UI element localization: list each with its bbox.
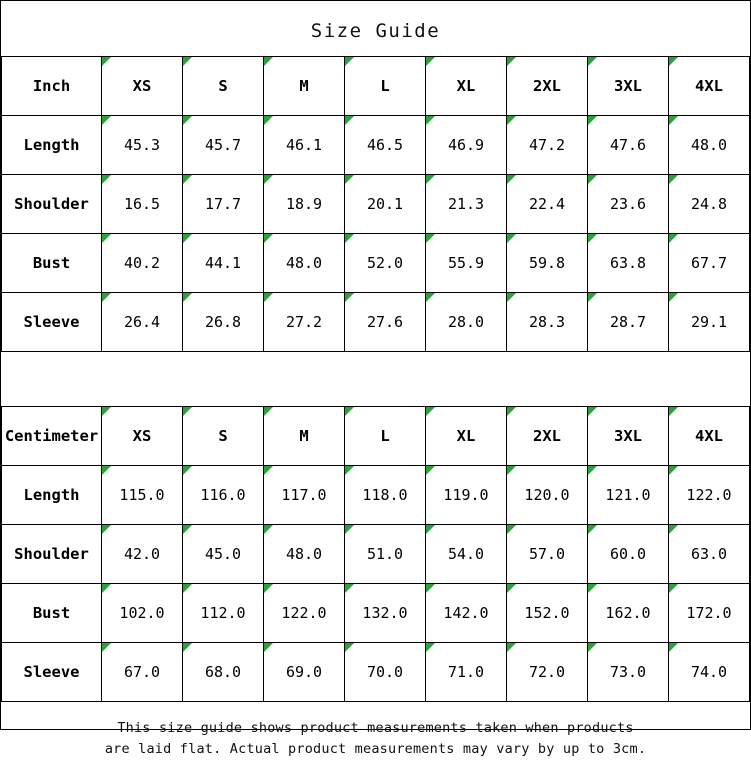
cell-inch-length-xl: 46.9 xyxy=(426,116,507,175)
table-header-row xyxy=(2,407,750,466)
cell-cm-bust-4xl: 172.0 xyxy=(669,584,750,643)
unit-label-centimeter: Centimeter xyxy=(2,407,102,466)
column-header-cm-xs: XS xyxy=(102,407,183,466)
cell-inch-sleeve-m: 27.2 xyxy=(264,293,345,352)
cell-cm-bust-xs: 102.0 xyxy=(102,584,183,643)
cell-cm-bust-3xl: 162.0 xyxy=(588,584,669,643)
cell-cm-shoulder-m: 48.0 xyxy=(264,525,345,584)
cell-inch-shoulder-l: 20.1 xyxy=(345,175,426,234)
cell-inch-sleeve-xl: 28.0 xyxy=(426,293,507,352)
footer-note xyxy=(1,702,750,760)
column-header-3xl: 3XL xyxy=(588,57,669,116)
cell-cm-length-xs: 115.0 xyxy=(102,466,183,525)
cell-cm-shoulder-2xl: 57.0 xyxy=(507,525,588,584)
row-label-cm-length: Length xyxy=(2,466,102,525)
cell-cm-length-s: 116.0 xyxy=(183,466,264,525)
row-label-bust: Bust xyxy=(2,234,102,293)
cell-cm-bust-s: 112.0 xyxy=(183,584,264,643)
cell-cm-length-3xl: 121.0 xyxy=(588,466,669,525)
cell-cm-sleeve-s: 68.0 xyxy=(183,643,264,702)
row-label-length: Length xyxy=(2,116,102,175)
cell-cm-sleeve-2xl: 72.0 xyxy=(507,643,588,702)
cell-cm-shoulder-xs: 42.0 xyxy=(102,525,183,584)
column-header-cm-xl: XL xyxy=(426,407,507,466)
cell-inch-length-2xl: 47.2 xyxy=(507,116,588,175)
cell-inch-shoulder-2xl: 22.4 xyxy=(507,175,588,234)
cell-inch-length-m: 46.1 xyxy=(264,116,345,175)
cell-inch-sleeve-4xl: 29.1 xyxy=(669,293,750,352)
cell-inch-bust-l: 52.0 xyxy=(345,234,426,293)
table-row xyxy=(2,175,750,234)
cell-cm-length-m: 117.0 xyxy=(264,466,345,525)
column-header-cm-l: L xyxy=(345,407,426,466)
cell-inch-sleeve-xs: 26.4 xyxy=(102,293,183,352)
cell-cm-shoulder-4xl: 63.0 xyxy=(669,525,750,584)
cell-cm-length-xl: 119.0 xyxy=(426,466,507,525)
column-header-xs: XS xyxy=(102,57,183,116)
cell-cm-sleeve-3xl: 73.0 xyxy=(588,643,669,702)
column-header-cm-3xl: 3XL xyxy=(588,407,669,466)
column-header-2xl: 2XL xyxy=(507,57,588,116)
inch-size-table xyxy=(1,56,750,352)
cell-cm-sleeve-xs: 67.0 xyxy=(102,643,183,702)
column-header-l: L xyxy=(345,57,426,116)
row-label-cm-bust: Bust xyxy=(2,584,102,643)
cell-inch-bust-xs: 40.2 xyxy=(102,234,183,293)
cell-cm-shoulder-3xl: 60.0 xyxy=(588,525,669,584)
cell-inch-length-4xl: 48.0 xyxy=(669,116,750,175)
table-row xyxy=(2,643,750,702)
column-header-4xl: 4XL xyxy=(669,57,750,116)
cell-inch-sleeve-s: 26.8 xyxy=(183,293,264,352)
cell-cm-bust-l: 132.0 xyxy=(345,584,426,643)
column-header-cm-2xl: 2XL xyxy=(507,407,588,466)
cell-cm-length-l: 118.0 xyxy=(345,466,426,525)
table-row xyxy=(2,466,750,525)
cell-cm-length-4xl: 122.0 xyxy=(669,466,750,525)
table-row xyxy=(2,116,750,175)
cell-inch-sleeve-2xl: 28.3 xyxy=(507,293,588,352)
cell-inch-bust-m: 48.0 xyxy=(264,234,345,293)
table-header-row xyxy=(2,57,750,116)
table-row xyxy=(2,293,750,352)
cell-inch-shoulder-3xl: 23.6 xyxy=(588,175,669,234)
cell-inch-shoulder-m: 18.9 xyxy=(264,175,345,234)
cell-cm-shoulder-xl: 54.0 xyxy=(426,525,507,584)
cell-inch-length-l: 46.5 xyxy=(345,116,426,175)
cell-inch-shoulder-s: 17.7 xyxy=(183,175,264,234)
column-header-cm-s: S xyxy=(183,407,264,466)
cell-inch-length-s: 45.7 xyxy=(183,116,264,175)
cell-inch-bust-4xl: 67.7 xyxy=(669,234,750,293)
column-header-m: M xyxy=(264,57,345,116)
footer-line-2: are laid flat. Actual product measurements may vary by up to 3cm. xyxy=(104,740,647,757)
row-label-sleeve: Sleeve xyxy=(2,293,102,352)
table-row xyxy=(2,234,750,293)
cell-cm-bust-2xl: 152.0 xyxy=(507,584,588,643)
cell-cm-shoulder-l: 51.0 xyxy=(345,525,426,584)
centimeter-table-wrapper xyxy=(1,406,750,702)
row-label-cm-shoulder: Shoulder xyxy=(2,525,102,584)
cell-cm-length-2xl: 120.0 xyxy=(507,466,588,525)
cell-cm-sleeve-4xl: 74.0 xyxy=(669,643,750,702)
cell-cm-sleeve-l: 70.0 xyxy=(345,643,426,702)
cell-cm-sleeve-xl: 71.0 xyxy=(426,643,507,702)
cell-cm-bust-m: 122.0 xyxy=(264,584,345,643)
cell-inch-shoulder-4xl: 24.8 xyxy=(669,175,750,234)
table-divider xyxy=(1,352,750,406)
page-title: Size Guide xyxy=(310,20,441,42)
cell-cm-shoulder-s: 45.0 xyxy=(183,525,264,584)
cell-inch-bust-xl: 55.9 xyxy=(426,234,507,293)
row-label-shoulder: Shoulder xyxy=(2,175,102,234)
cell-inch-sleeve-3xl: 28.7 xyxy=(588,293,669,352)
column-header-cm-4xl: 4XL xyxy=(669,407,750,466)
cell-cm-bust-xl: 142.0 xyxy=(426,584,507,643)
cell-inch-bust-3xl: 63.8 xyxy=(588,234,669,293)
cell-inch-length-3xl: 47.6 xyxy=(588,116,669,175)
centimeter-size-table xyxy=(1,406,750,702)
cell-cm-sleeve-m: 69.0 xyxy=(264,643,345,702)
row-label-cm-sleeve: Sleeve xyxy=(2,643,102,702)
column-header-xl: XL xyxy=(426,57,507,116)
column-header-cm-m: M xyxy=(264,407,345,466)
table-row xyxy=(2,584,750,643)
column-header-s: S xyxy=(183,57,264,116)
cell-inch-bust-2xl: 59.8 xyxy=(507,234,588,293)
cell-inch-shoulder-xl: 21.3 xyxy=(426,175,507,234)
unit-label-inch: Inch xyxy=(2,57,102,116)
inch-table-wrapper xyxy=(1,56,750,352)
cell-inch-sleeve-l: 27.6 xyxy=(345,293,426,352)
footer-line-1: This size guide shows product measurements taken when products xyxy=(117,720,634,736)
cell-inch-length-xs: 45.3 xyxy=(102,116,183,175)
cell-inch-bust-s: 44.1 xyxy=(183,234,264,293)
cell-inch-shoulder-xs: 16.5 xyxy=(102,175,183,234)
table-row xyxy=(2,525,750,584)
